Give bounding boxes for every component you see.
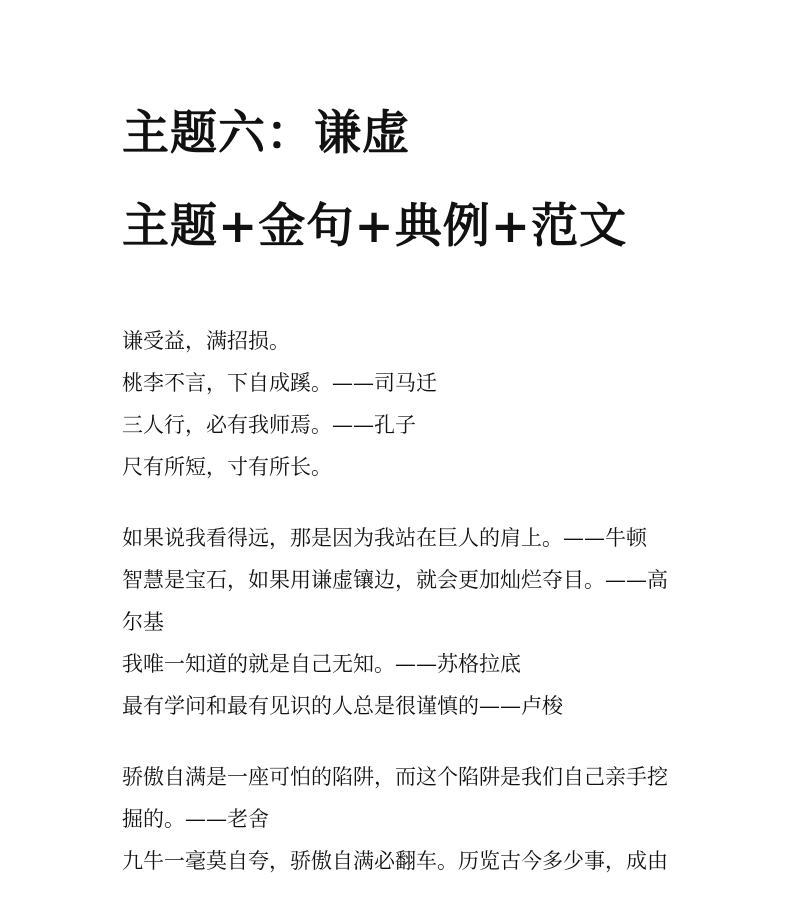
quote-line: 掘的。——老舍	[122, 807, 269, 831]
quote-line: 骄傲自满是一座可怕的陷阱，而这个陷阱是我们自己亲手挖	[122, 765, 668, 789]
quote-line: 谦受益，满招损。	[122, 329, 290, 353]
quote-line: 桃李不言，下自成蹊。——司马迁	[122, 371, 437, 395]
quote-line: 三人行，必有我师焉。——孔子	[122, 413, 416, 437]
document-subtitle: 主题+金句+典例+范文	[122, 199, 628, 254]
document-title: 主题六：谦虚	[122, 106, 410, 161]
quote-line: 尺有所短，寸有所长。	[122, 455, 332, 479]
quote-line: 最有学问和最有见识的人总是很谨慎的——卢梭	[122, 694, 563, 718]
quote-line: 九牛一毫莫自夸，骄傲自满必翻车。历览古今多少事，成由	[122, 849, 668, 873]
quote-line: 我唯一知道的就是自己无知。——苏格拉底	[122, 652, 521, 676]
paragraph-gap	[122, 488, 702, 517]
quote-paragraph-1	[122, 320, 702, 488]
quote-paragraph-3	[122, 756, 702, 882]
quote-line: 尔基	[122, 610, 164, 634]
quote-line: 如果说我看得远，那是因为我站在巨人的肩上。——牛顿	[122, 526, 647, 550]
paragraph-gap	[122, 727, 702, 756]
quote-paragraph-2	[122, 517, 702, 727]
quote-list	[122, 320, 702, 882]
quote-line: 智慧是宝石，如果用谦虚镶边，就会更加灿烂夺目。——高	[122, 568, 668, 592]
